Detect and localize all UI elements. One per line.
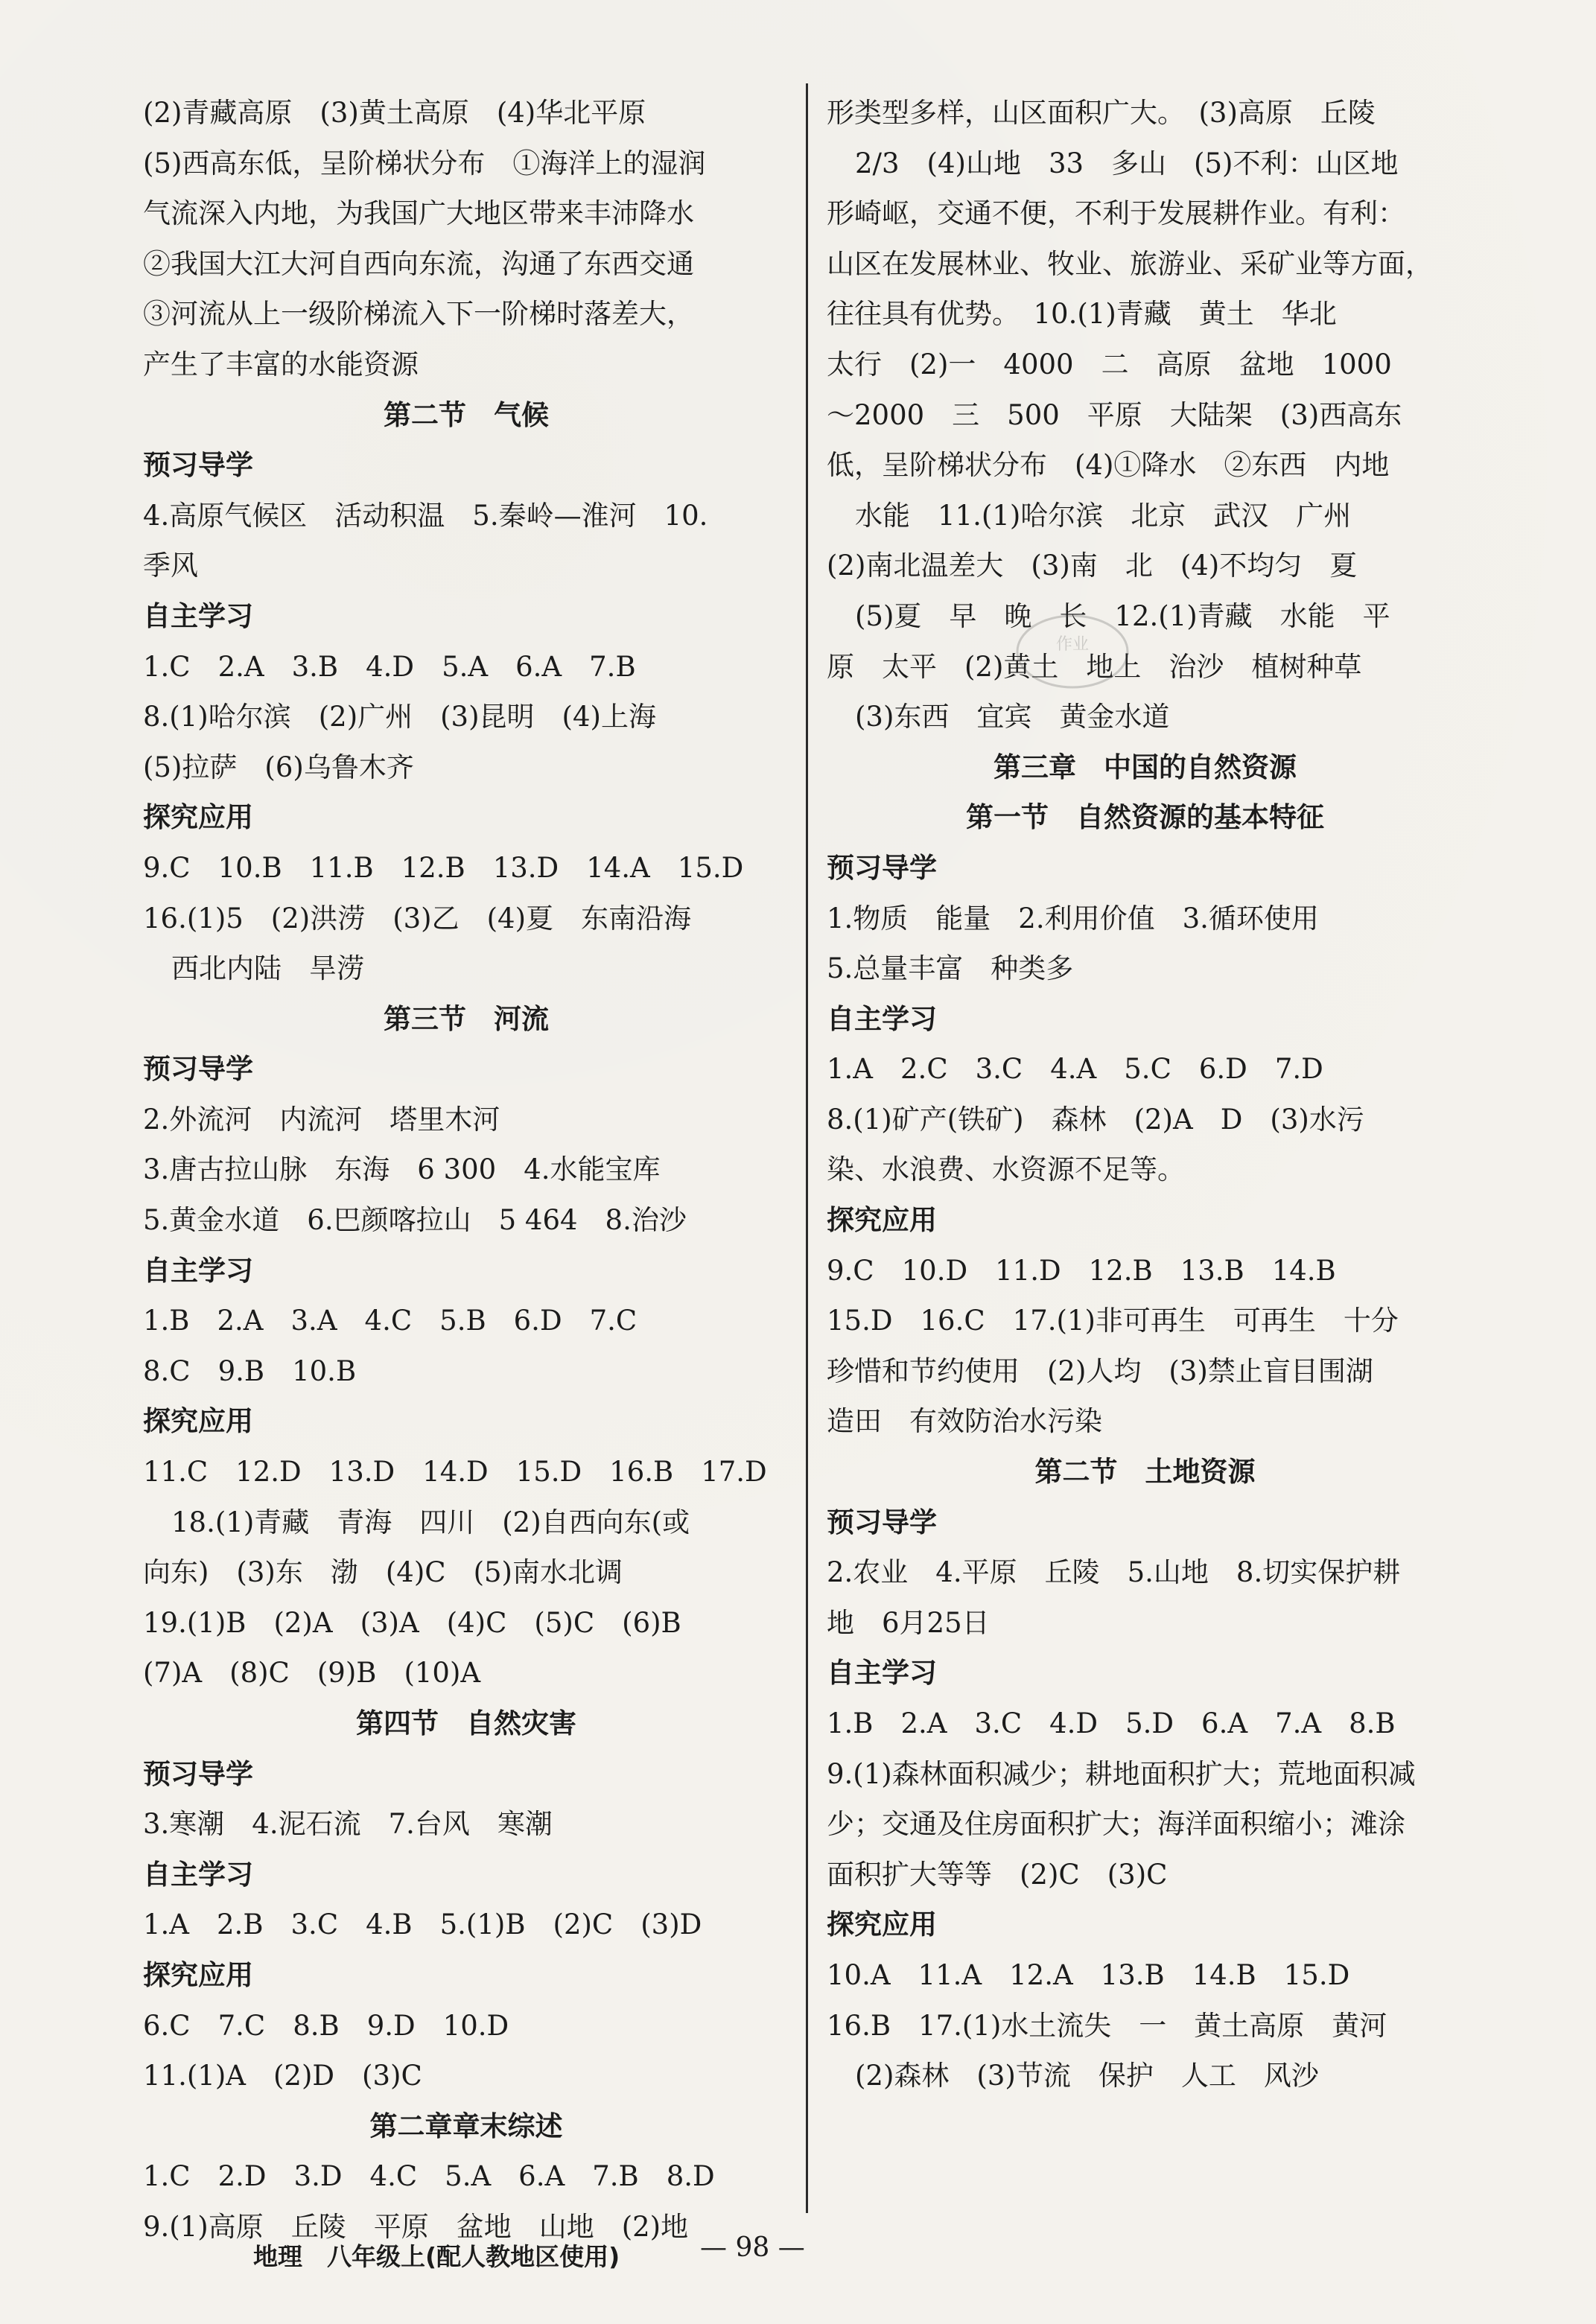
answer-line: 山区在发展林业、牧业、旅游业、采矿业等方面， bbox=[827, 247, 1433, 280]
answer-line: 16.B 17.(1)水土流失 一 黄土高原 黄河 bbox=[827, 2009, 1387, 2042]
subsection-heading: 探究应用 bbox=[827, 1204, 937, 1237]
answer-line: 4.高原气候区 活动积温 5.秦岭—淮河 10. bbox=[143, 499, 708, 532]
subsection-heading: 探究应用 bbox=[143, 1958, 253, 1991]
subsection-heading: 自主学习 bbox=[143, 1858, 253, 1891]
answer-line: 气流深入内地，为我国广大地区带来丰沛降水 bbox=[143, 197, 694, 230]
answer-line: (5)拉萨 (6)乌鲁木齐 bbox=[143, 751, 414, 783]
answer-line: 珍惜和节约使用 (2)人均 (3)禁止盲目围湖 bbox=[827, 1354, 1373, 1387]
answer-line: 5.黄金水道 6.巴颜喀拉山 5 464 8.治沙 bbox=[143, 1204, 687, 1237]
answer-line: 面积扩大等等 (2)C (3)C bbox=[827, 1858, 1168, 1891]
subsection-heading: 预习导学 bbox=[143, 1053, 253, 1086]
answer-line: 2/3 (4)山地 33 多山 (5)不利：山区地 bbox=[855, 147, 1399, 179]
answer-line: (5)夏 早 晚 长 12.(1)青藏 水能 平 bbox=[855, 599, 1390, 632]
answer-line: 形崎岖，交通不便，不利于发展耕作业。有利： bbox=[827, 197, 1405, 230]
watermark-stamp-icon bbox=[1013, 611, 1132, 693]
answer-line: (2)青藏高原 (3)黄土高原 (4)华北平原 bbox=[143, 97, 646, 129]
answer-line: 11.C 12.D 13.D 14.D 15.D 16.B 17.D bbox=[143, 1456, 767, 1489]
answer-line: 5.总量丰富 种类多 bbox=[827, 952, 1074, 985]
answer-line: 造田 有效防治水污染 bbox=[827, 1405, 1102, 1438]
section-heading: 第三章 中国的自然资源 bbox=[993, 751, 1297, 783]
footer-subject: 地理 八年级上(配人教地区使用) bbox=[253, 2242, 620, 2271]
answer-line: 18.(1)青藏 青海 四川 (2)自西向东(或 bbox=[171, 1506, 690, 1538]
answer-line: 太行 (2)一 4000 二 高原 盆地 1000 bbox=[827, 348, 1392, 381]
section-heading: 第二节 土地资源 bbox=[1034, 1456, 1256, 1489]
answer-line: 西北内陆 旱涝 bbox=[171, 952, 364, 985]
subsection-heading: 预习导学 bbox=[827, 851, 937, 884]
answer-line: 1.A 2.B 3.C 4.B 5.(1)B (2)C (3)D bbox=[143, 1908, 702, 1941]
answer-line: 11.(1)A (2)D (3)C bbox=[143, 2060, 422, 2092]
answer-line: ～2000 三 500 平原 大陆架 (3)西高东 bbox=[827, 398, 1402, 431]
answer-line: 形类型多样，山区面积广大。 (3)高原 丘陵 bbox=[827, 97, 1376, 129]
section-heading: 第二节 气候 bbox=[384, 398, 549, 431]
answer-line: 产生了丰富的水能资源 bbox=[143, 348, 419, 381]
answer-line: ②我国大江大河自西向东流，沟通了东西交通 bbox=[143, 247, 694, 280]
column-divider bbox=[806, 83, 808, 2213]
answer-line: 向东) (3)东 渤 (4)C (5)南水北调 bbox=[143, 1556, 623, 1589]
answer-line: 1.C 2.D 3.D 4.C 5.A 6.A 7.B 8.D bbox=[143, 2160, 715, 2193]
answer-line: 8.(1)矿产(铁矿) 森林 (2)A D (3)水污 bbox=[827, 1103, 1364, 1136]
answer-line: 往往具有优势。 10.(1)青藏 黄土 华北 bbox=[827, 298, 1337, 331]
section-heading: 第四节 自然灾害 bbox=[356, 1707, 576, 1739]
section-heading: 第一节 自然资源的基本特征 bbox=[966, 801, 1324, 834]
answer-line: 低，呈阶梯状分布 (4)①降水 ②东西 内地 bbox=[827, 449, 1390, 482]
answer-line: (7)A (8)C (9)B (10)A bbox=[143, 1657, 481, 1690]
answer-line: 8.C 9.B 10.B bbox=[143, 1354, 357, 1387]
subsection-heading: 预习导学 bbox=[143, 1757, 253, 1790]
answer-line: (2)南北温差大 (3)南 北 (4)不均匀 夏 bbox=[827, 550, 1358, 582]
answer-line: 水能 11.(1)哈尔滨 北京 武汉 广州 bbox=[855, 499, 1352, 532]
left-column bbox=[143, 88, 789, 2253]
answer-line: 9.C 10.B 11.B 12.B 13.D 14.A 15.D bbox=[143, 851, 744, 884]
subsection-heading: 自主学习 bbox=[143, 599, 253, 632]
answer-line: 染、水浪费、水资源不足等。 bbox=[827, 1153, 1185, 1186]
stamp-text: 作业 bbox=[1055, 635, 1090, 654]
answer-line: 19.(1)B (2)A (3)A (4)C (5)C (6)B bbox=[143, 1606, 681, 1639]
section-heading: 第二章章末综述 bbox=[369, 2110, 563, 2142]
answer-line: 2.外流河 内流河 塔里木河 bbox=[143, 1103, 500, 1136]
answer-line: 原 太平 (2)黄土 地上 治沙 植树种草 bbox=[827, 650, 1362, 683]
section-heading: 第三节 河流 bbox=[384, 1002, 549, 1035]
page-number: — 98 — bbox=[700, 2232, 805, 2263]
subsection-heading: 自主学习 bbox=[827, 1002, 937, 1035]
subsection-heading: 预习导学 bbox=[827, 1506, 937, 1538]
answer-line: 1.物质 能量 2.利用价值 3.循环使用 bbox=[827, 902, 1319, 935]
answer-line: 1.B 2.A 3.A 4.C 5.B 6.D 7.C bbox=[143, 1305, 638, 1337]
subsection-heading: 自主学习 bbox=[827, 1657, 937, 1690]
answer-line: (5)西高东低，呈阶梯状分布 ①海洋上的湿润 bbox=[143, 147, 706, 179]
answer-line: 3.唐古拉山脉 东海 6 300 4.水能宝库 bbox=[143, 1153, 661, 1186]
right-column bbox=[827, 88, 1463, 2101]
answer-line: ③河流从上一级阶梯流入下一阶梯时落差大， bbox=[143, 298, 694, 331]
answer-line: 季风 bbox=[143, 550, 198, 582]
answer-line: (3)东西 宜宾 黄金水道 bbox=[855, 701, 1170, 733]
answer-line: 9.(1)森林面积减少；耕地面积扩大；荒地面积减 bbox=[827, 1757, 1416, 1790]
answer-line: 9.C 10.D 11.D 12.B 13.B 14.B bbox=[827, 1254, 1336, 1287]
answer-line: 少；交通及住房面积扩大；海洋面积缩小；滩涂 bbox=[827, 1808, 1405, 1841]
subsection-heading: 预习导学 bbox=[143, 449, 253, 482]
answer-line: 8.(1)哈尔滨 (2)广州 (3)昆明 (4)上海 bbox=[143, 701, 656, 733]
answer-line: (2)森林 (3)节流 保护 人工 风沙 bbox=[855, 2060, 1319, 2092]
subsection-heading: 自主学习 bbox=[143, 1254, 253, 1287]
answer-line: 1.B 2.A 3.C 4.D 5.D 6.A 7.A 8.B bbox=[827, 1707, 1396, 1739]
answer-line: 1.A 2.C 3.C 4.A 5.C 6.D 7.D bbox=[827, 1053, 1323, 1086]
subsection-heading: 探究应用 bbox=[143, 1405, 253, 1438]
answer-line: 9.(1)高原 丘陵 平原 盆地 山地 (2)地 bbox=[143, 2210, 689, 2243]
answer-line: 10.A 11.A 12.A 13.B 14.B 15.D bbox=[827, 1958, 1350, 1991]
answer-line: 16.(1)5 (2)洪涝 (3)乙 (4)夏 东南沿海 bbox=[143, 902, 692, 935]
answer-line: 15.D 16.C 17.(1)非可再生 可再生 十分 bbox=[827, 1305, 1399, 1337]
answer-line: 1.C 2.A 3.B 4.D 5.A 6.A 7.B bbox=[143, 650, 636, 683]
subsection-heading: 探究应用 bbox=[827, 1908, 937, 1941]
answer-line: 3.寒潮 4.泥石流 7.台风 寒潮 bbox=[143, 1808, 553, 1841]
subsection-heading: 探究应用 bbox=[143, 801, 253, 834]
answer-line: 6.C 7.C 8.B 9.D 10.D bbox=[143, 2009, 509, 2042]
answer-line: 2.农业 4.平原 丘陵 5.山地 8.切实保护耕 bbox=[827, 1556, 1401, 1589]
answer-line: 地 6月25日 bbox=[827, 1606, 990, 1639]
